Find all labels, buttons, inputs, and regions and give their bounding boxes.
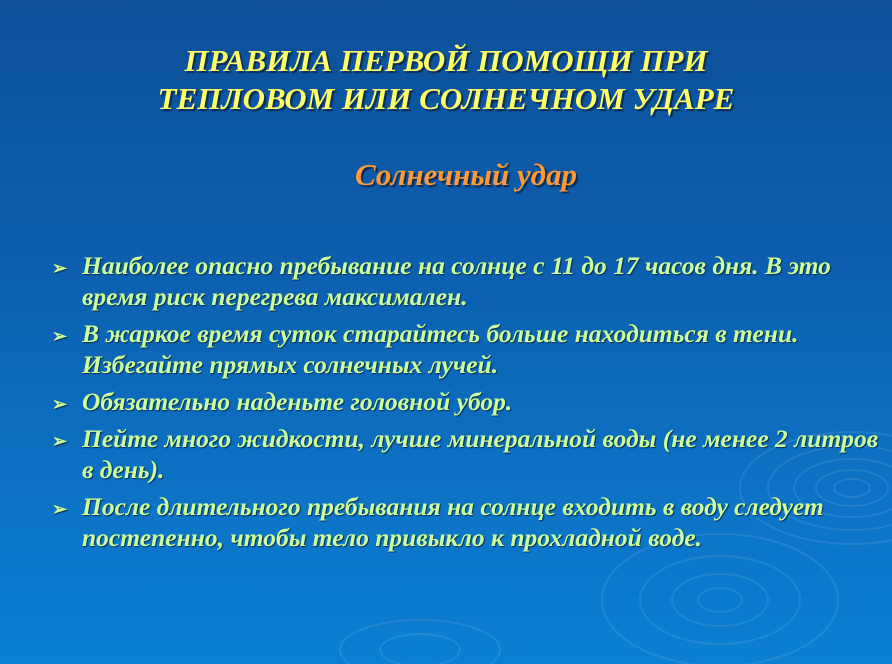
arrow-bullet-icon: ➢ <box>52 394 68 414</box>
list-item-text: После длительного пребывания на солнце входить в воду следует постепенно, чтобы тело привыкло к прохладной воде. <box>82 492 824 552</box>
slide-title <box>40 42 852 118</box>
list-item-text: Обязательно наденьте головной убор. <box>82 387 513 416</box>
list-item <box>44 318 890 380</box>
advice-list <box>44 250 890 559</box>
list-item-text: Наиболее опасно пребывание на солнце с 11 до 17 часов дня. В это время риск перегрева максимален. <box>82 251 831 311</box>
title-line-1: ПРАВИЛА ПЕРВОЙ ПОМОЩИ ПРИ <box>184 43 708 78</box>
list-item <box>44 423 890 485</box>
list-item <box>44 250 890 312</box>
arrow-bullet-icon: ➢ <box>52 499 68 519</box>
list-item <box>44 386 890 417</box>
arrow-bullet-icon: ➢ <box>52 431 68 451</box>
list-item-text: В жаркое время суток старайтесь больше находиться в тени. Избегайте прямых солнечных лучей. <box>82 319 799 379</box>
list-item-text: Пейте много жидкости, лучше минеральной воды (не менее 2 литров в день). <box>82 424 879 484</box>
arrow-bullet-icon: ➢ <box>52 258 68 278</box>
title-line-2: ТЕПЛОВОМ ИЛИ СОЛНЕЧНОМ УДАРЕ <box>157 81 735 116</box>
list-item <box>44 491 890 553</box>
slide-subtitle: Солнечный удар <box>354 157 578 192</box>
arrow-bullet-icon: ➢ <box>52 326 68 346</box>
